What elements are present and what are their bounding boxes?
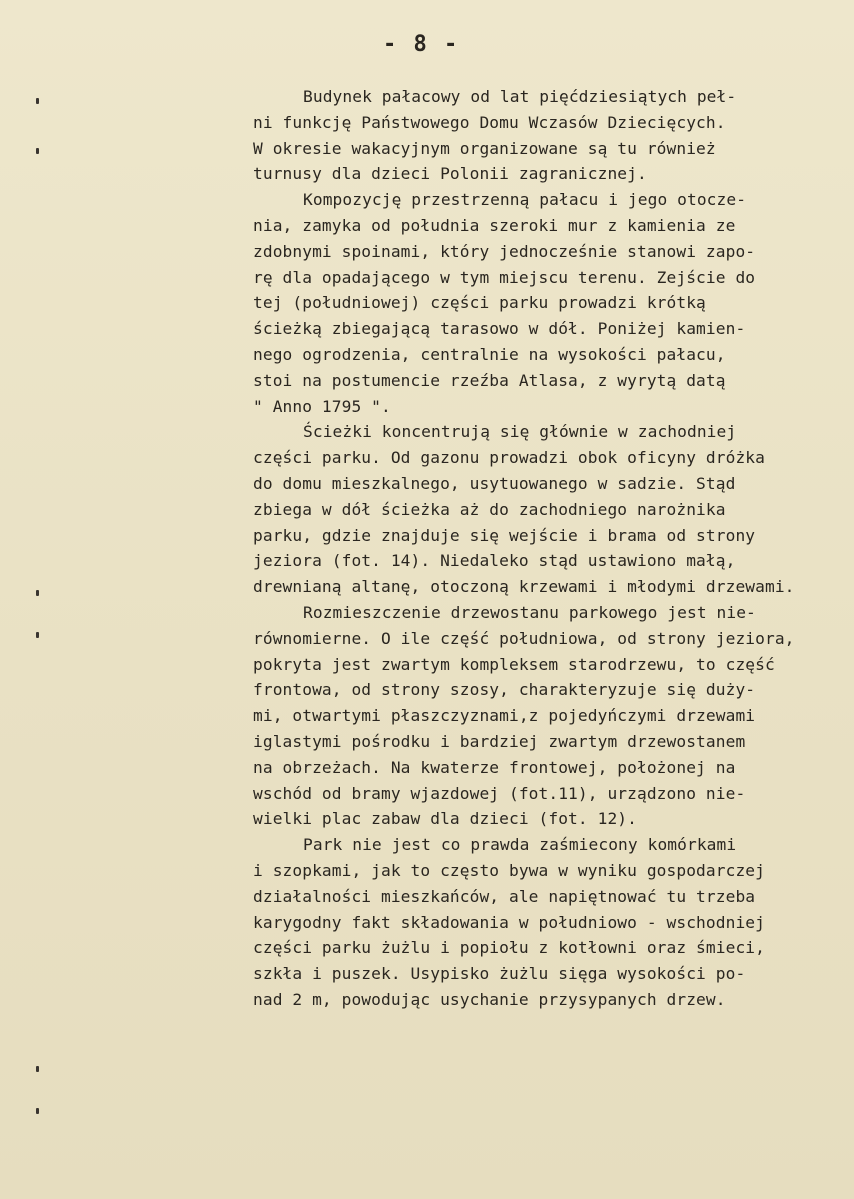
text-line: pokryta jest zwartym kompleksem starodrzewu, to część <box>253 654 775 674</box>
text-line: ni funkcję Państwowego Domu Wczasów Dziecięcych. <box>253 112 726 132</box>
text-line: iglastymi pośrodku i bardziej zwartym drzewostanem <box>253 731 746 751</box>
text-line: wschód od bramy wjazdowej (fot.11), urządzono nie- <box>253 783 746 803</box>
text-line: zbiega w dół ścieżka aż do zachodniego narożnika <box>253 499 726 519</box>
margin-mark <box>36 98 39 104</box>
text-line: frontowa, od strony szosy, charakteryzuje się duży- <box>253 680 756 700</box>
text-line: części parku żużlu i popiołu z kotłowni oraz śmieci, <box>253 938 765 958</box>
text-line: Park nie jest co prawda zaśmiecony komórkami <box>303 835 737 855</box>
margin-mark <box>36 148 39 154</box>
text-line: nad 2 m, powodując usychanie przysypanych drzew. <box>253 989 726 1009</box>
text-line: tej (południowej) części parku prowadzi krótką <box>253 293 706 313</box>
text-line: karygodny fakt składowania w południowo - wschodniej <box>253 912 765 932</box>
text-line: rę dla opadającego w tym miejscu terenu. Zejście do <box>253 267 756 287</box>
text-line: mi, otwartymi płaszczyznami,z pojedyńczymi drzewami <box>253 706 756 726</box>
page-number: - 8 - <box>383 32 460 57</box>
text-line: Rozmieszczenie drzewostanu parkowego jest nie- <box>303 602 756 622</box>
margin-mark <box>36 632 39 638</box>
text-line: nego ogrodzenia, centralnie na wysokości pałacu, <box>253 344 726 364</box>
margin-mark <box>36 590 39 596</box>
text-line: drewnianą altanę, otoczoną krzewami i młodymi drzewami. <box>253 577 795 597</box>
text-line: Ścieżki koncentrują się głównie w zachodniej <box>303 422 737 442</box>
text-line: ścieżką zbiegającą tarasowo w dół. Poniżej kamien- <box>253 319 746 339</box>
text-line: turnusy dla dzieci Polonii zagranicznej. <box>253 164 647 184</box>
text-line: nia, zamyka od południa szeroki mur z kamienia ze <box>253 215 736 235</box>
text-line: Budynek pałacowy od lat pięćdziesiątych peł- <box>303 87 737 106</box>
text-line: W okresie wakacyjnym organizowane są tu również <box>253 138 716 158</box>
text-line: Kompozycję przestrzenną pałacu i jego otocze- <box>303 190 747 210</box>
text-line: wielki plac zabaw dla dzieci (fot. 12). <box>253 809 637 829</box>
text-line: części parku. Od gazonu prowadzi obok oficyny dróżka <box>253 448 765 468</box>
text-line: zdobnymi spoinami, który jednocześnie stanowi zapo- <box>253 241 756 261</box>
body-text <box>253 84 843 1013</box>
text-line: działalności mieszkańców, ale napiętnować tu trzeba <box>253 886 756 906</box>
text-line: stoi na postumencie rzeźba Atlasa, z wyrytą datą <box>253 370 726 390</box>
margin-mark <box>36 1066 39 1072</box>
text-line: szkła i puszek. Usypisko żużlu sięga wysokości po- <box>253 964 746 984</box>
text-line: do domu mieszkalnego, usytuowanego w sadzie. Stąd <box>253 473 736 493</box>
text-line: i szopkami, jak to często bywa w wyniku gospodarczej <box>253 860 765 880</box>
text-line: parku, gdzie znajduje się wejście i brama od strony <box>253 525 756 545</box>
text-line: " Anno 1795 ". <box>253 396 391 416</box>
text-line: na obrzeżach. Na kwaterze frontowej, położonej na <box>253 757 736 777</box>
text-line: równomierne. O ile część południowa, od strony jeziora, <box>253 628 795 648</box>
text-line: jeziora (fot. 14). Niedaleko stąd ustawiono małą, <box>253 551 736 571</box>
margin-mark <box>36 1108 39 1114</box>
